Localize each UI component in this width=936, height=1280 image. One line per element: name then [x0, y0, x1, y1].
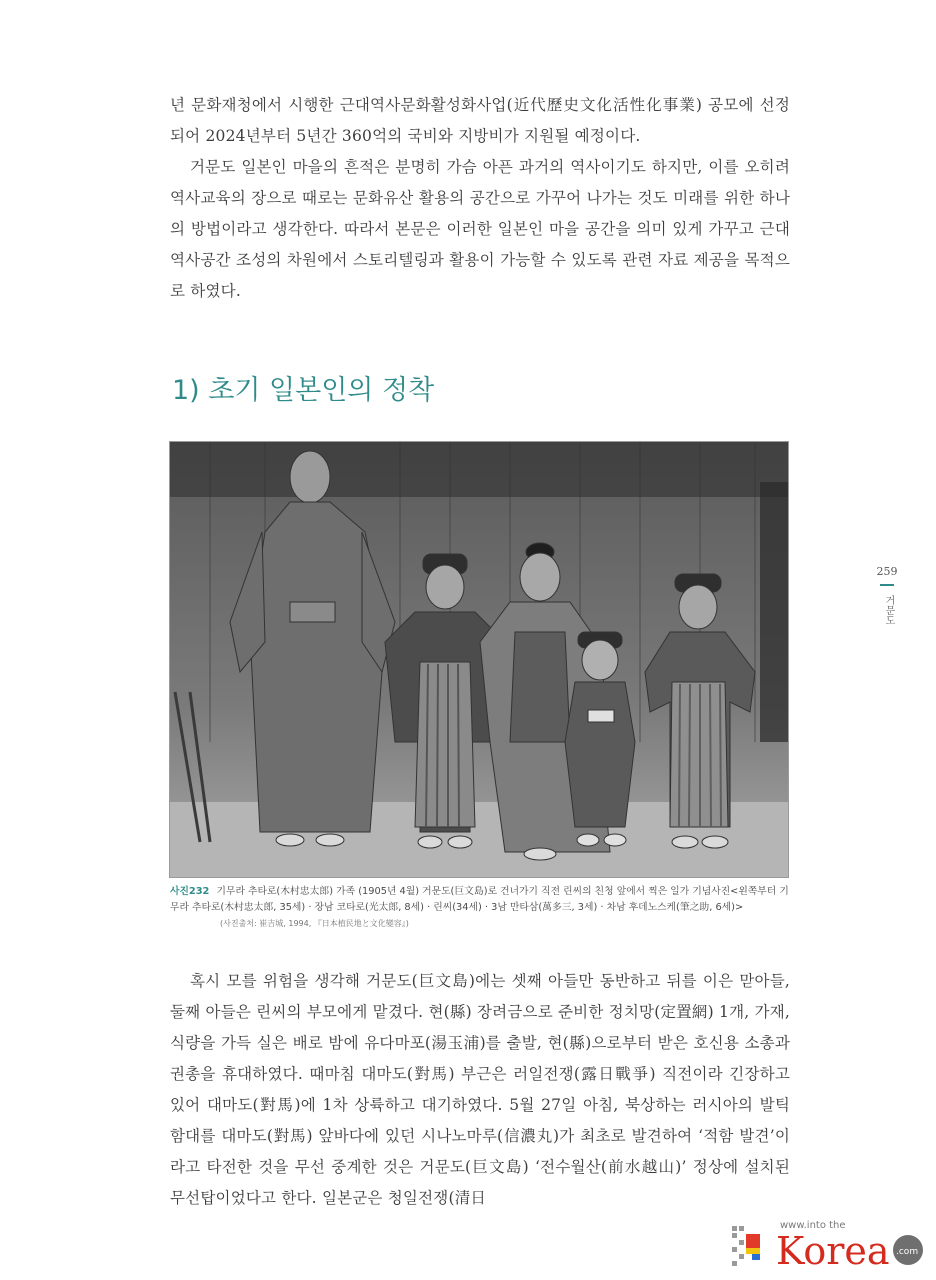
- intothekorea-logo-icon: [728, 1212, 928, 1274]
- family-photograph: [169, 441, 789, 878]
- side-divider: [880, 584, 894, 586]
- caption-source: (사진출처: 崔吉城, 1994, 『日本植民地と文化變容』): [220, 919, 409, 928]
- page-number: 259: [876, 565, 898, 578]
- caption-label: 사진232: [170, 886, 210, 897]
- body-paragraph-3: 혹시 모를 위험을 생각해 거문도(巨文島)에는 셋째 아들만 동반하고 뒤를 이은 맏아들, 둘째 아들은 린씨의 부모에게 맡겼다. 현(縣) 장려금으로 준비한 정치망(定置網) 1개, 가재, 식량을 가득 실은 배로 밤에 유다마포(湯玉浦)를 출발, 현(縣)으로부터 받은 호신용 소총과 권총을 휴대하였다. 때마침 대마도(對馬) 부근은 러일전쟁(露日戰爭) 직전이라 긴장하고 있어 대마도(對馬)에 1차 상륙하고 대기하였다. 5월 27일 아침, 북상하는 러시아의 발틱 함대를 대마도(對馬) 앞바다에 있던 시나노마루(信濃丸)가 최초로 발견하여 ‘적함 발견’이라고 타전한 것을 무선 중계한 것은 거문도(巨文島) ‘전수월산(前水越山)’ 정상에 설치된 무선탑이었다고 한다. 일본군은 청일전쟁(清日: [170, 972, 790, 1207]
- side-chapter-label: 거문도: [883, 595, 894, 625]
- family-photo-image: [170, 442, 789, 878]
- body-paragraph-2: 거문도 일본인 마을의 흔적은 분명히 가슴 아픈 과거의 역사이기도 하지만, 이를 오히려 역사교육의 장으로 때로는 문화유산 활용의 공간으로 가꾸어 나가는 것도 미래를 위한 하나의 방법이라고 생각한다. 따라서 본문은 이러한 일본인 마을 공간을 의미 있게 가꾸고 근대역사공간 조성의 차원에서 스토리텔링과 활용이 가능할 수 있도록 관련 자료 제공을 목적으로 하였다.: [170, 158, 790, 300]
- watermark-brand-text: Korea: [776, 1229, 890, 1273]
- watermark-small-text: www.into the: [780, 1220, 846, 1231]
- section-title: 1) 초기 일본인의 정착: [172, 375, 435, 406]
- caption-text: 기무라 추타로(木村忠太郎) 가족 (1905년 4월) 거문도(巨文島)로 건너가기 직전 린씨의 친청 앞에서 찍은 일가 기념사진<왼쪽부터 기무라 추타로(木村忠太郎, 35세) · 장남 코타로(光太郎, 8세) · 린씨(34세) · 3남 만타삼(萬多三, 3세) · 차남 후데노스케(筆之助, 6세)>: [170, 886, 789, 913]
- watermark-suffix-text: .com: [896, 1247, 919, 1257]
- watermark-logo: [728, 1212, 928, 1274]
- body-paragraph-1: 년 문화재청에서 시행한 근대역사문화활성화사업(近代歷史文化活性化事業) 공모에 선정되어 2024년부터 5년간 360억의 국비와 지방비가 지원될 예정이다.: [170, 96, 790, 145]
- photo-caption: [170, 884, 790, 932]
